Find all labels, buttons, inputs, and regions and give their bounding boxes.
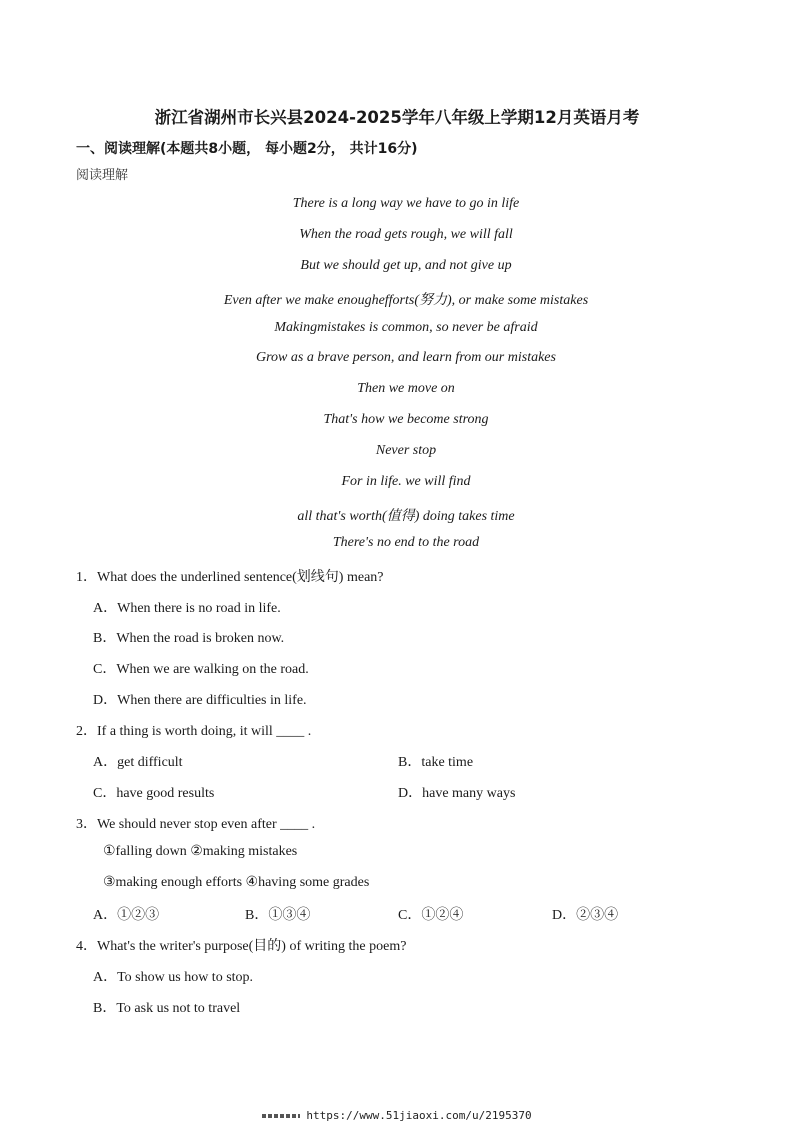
poem-line: Makingmistakes is common, so never be afraid — [274, 320, 538, 335]
footer-url[interactable]: https://www.51jiaoxi.com/u/2195370 — [306, 1109, 532, 1122]
question-3-text: 3．We should never stop even after ____ . — [76, 817, 316, 832]
question-2-text: 2．If a thing is worth doing, it will ____ . — [76, 724, 312, 739]
poem-line: Even after we make enoughefforts(努力), or make some mistakes — [223, 293, 589, 308]
question-3-option-d[interactable]: D．②③④ — [552, 908, 619, 923]
question-1-option-c[interactable]: C．When we are walking on the road. — [93, 662, 309, 677]
question-2-option-a[interactable]: A．get difficult — [93, 755, 183, 770]
question-2-option-c[interactable]: C．have good results — [93, 786, 215, 801]
question-1-option-d[interactable]: D．When there are difficulties in life. — [93, 693, 307, 708]
question-3-item-line: ③making enough efforts ④having some grades — [103, 875, 370, 890]
question-2-option-d[interactable]: D．have many ways — [398, 786, 516, 801]
question-1-option-a[interactable]: A．When there is no road in life. — [93, 601, 281, 616]
poem-line: When the road gets rough, we will fall — [299, 227, 513, 242]
section-label: 阅读理解 — [76, 168, 129, 183]
poem-line: Never stop — [375, 443, 437, 458]
question-4-option-b[interactable]: B．To ask us not to travel — [93, 1001, 241, 1016]
poem-line: But we should get up, and not give up — [300, 258, 512, 273]
poem-line: There is a long way we have to go in life — [292, 196, 520, 211]
poem-line: That's how we become strong — [323, 412, 489, 427]
question-2-option-b[interactable]: B．take time — [398, 755, 474, 770]
section-heading: 一、阅读理解(本题共8小题， 每小题2分， 共计16分) — [76, 141, 418, 157]
poem-line: There's no end to the road — [332, 535, 480, 550]
document-title: 浙江省湖州市长兴县2024-2025学年八年级上学期12月英语月考 — [154, 108, 640, 127]
question-3-item-line: ①falling down ②making mistakes — [103, 844, 298, 859]
question-3-option-b[interactable]: B．①③④ — [245, 908, 311, 923]
question-1-text: 1．What does the underlined sentence(划线句) mean? — [76, 570, 384, 585]
question-4-text: 4．What's the writer's purpose(目的) of writing the poem? — [76, 939, 407, 954]
poem-line: For in life. we will find — [341, 474, 471, 489]
page-footer — [0, 1109, 794, 1122]
poem-line: Grow as a brave person, and learn from our mistakes — [256, 350, 556, 365]
poem-line: Then we move on — [357, 381, 455, 396]
footer-logo-icon — [262, 1114, 300, 1118]
question-4-option-a[interactable]: A．To show us how to stop. — [93, 970, 254, 985]
poem-line: all that's worth(值得) doing takes time — [297, 509, 515, 524]
question-1-option-b[interactable]: B．When the road is broken now. — [93, 631, 285, 646]
question-3-option-c[interactable]: C．①②④ — [398, 908, 464, 923]
question-3-option-a[interactable]: A．①②③ — [93, 908, 160, 923]
